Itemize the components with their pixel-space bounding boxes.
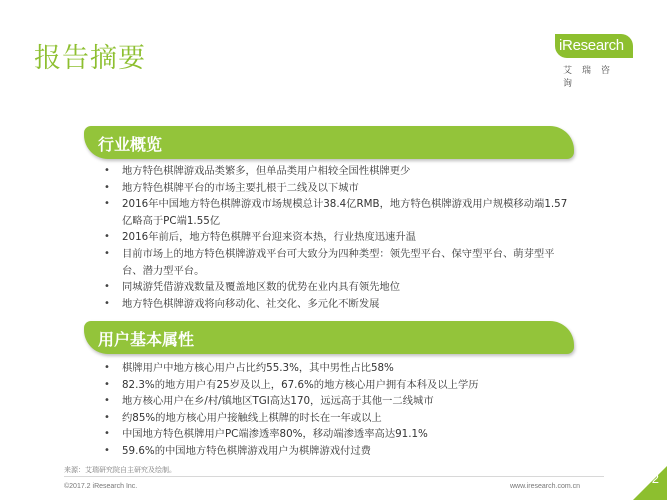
section-heading: 用户基本属性 — [98, 330, 195, 349]
logo-chinese-text: 艾瑞咨询 — [563, 66, 621, 89]
footer-divider — [64, 476, 604, 477]
source-note: 来源：艾瑞研究院自主研究及绘制。 — [64, 466, 176, 474]
list-item: • 地方特色棋牌游戏将向移动化、社交化、多元化不断发展 — [104, 296, 574, 313]
copyright-text: ©2017.2 iResearch Inc. — [64, 483, 138, 490]
corner-triangle-icon — [633, 466, 667, 500]
list-item: • 59.6%的中国地方特色棋牌游戏用户为棋牌游戏付过费 — [104, 443, 574, 460]
list-item: • 中国地方特色棋牌用户PC端渗透率80%，移动端渗透率高达91.1% — [104, 426, 574, 443]
page-number: 2 — [651, 471, 659, 486]
list-item: • 目前市场上的地方特色棋牌游戏平台可大致分为四种类型：领先型平台、保守型平台、萌芽型平台、潜力型平台。 — [104, 246, 574, 279]
list-item: • 地方特色棋牌平台的市场主要扎根于二线及以下城市 — [104, 180, 574, 197]
list-item: • 82.3%的地方用户有25岁及以上，67.6%的地方核心用户拥有本科及以上学历 — [104, 377, 574, 394]
industry-overview-list — [104, 163, 574, 312]
website-link[interactable]: www.iresearch.com.cn — [510, 483, 581, 490]
section-heading: 行业概览 — [98, 135, 163, 154]
list-item: • 同城游凭借游戏数量及覆盖地区数的优势在业内具有领先地位 — [104, 279, 574, 296]
section-header-industry-overview — [84, 126, 574, 159]
iresearch-logo — [555, 34, 635, 89]
logo-brand-text: iResearch — [559, 37, 624, 54]
list-item: • 2016年前后，地方特色棋牌平台迎来资本热，行业热度迅速升温 — [104, 229, 574, 246]
page-title: 报告摘要 — [34, 43, 146, 74]
logo-badge — [555, 34, 633, 58]
list-item: • 地方特色棋牌游戏品类繁多，但单品类用户相较全国性棋牌更少 — [104, 163, 574, 180]
list-item: • 棋牌用户中地方核心用户占比约55.3%，其中男性占比58% — [104, 360, 574, 377]
section-header-user-attributes — [84, 321, 574, 354]
list-item: • 约85%的地方核心用户接触线上棋牌的时长在一年或以上 — [104, 410, 574, 427]
user-attributes-list — [104, 360, 574, 460]
list-item: • 地方核心用户在乡/村/镇地区TGI高达170，远远高于其他一二线城市 — [104, 393, 574, 410]
list-item: • 2016年中国地方特色棋牌游戏市场规模总计38.4亿RMB，地方特色棋牌游戏用户规模移动端1.57亿略高于PC端1.55亿 — [104, 196, 574, 229]
